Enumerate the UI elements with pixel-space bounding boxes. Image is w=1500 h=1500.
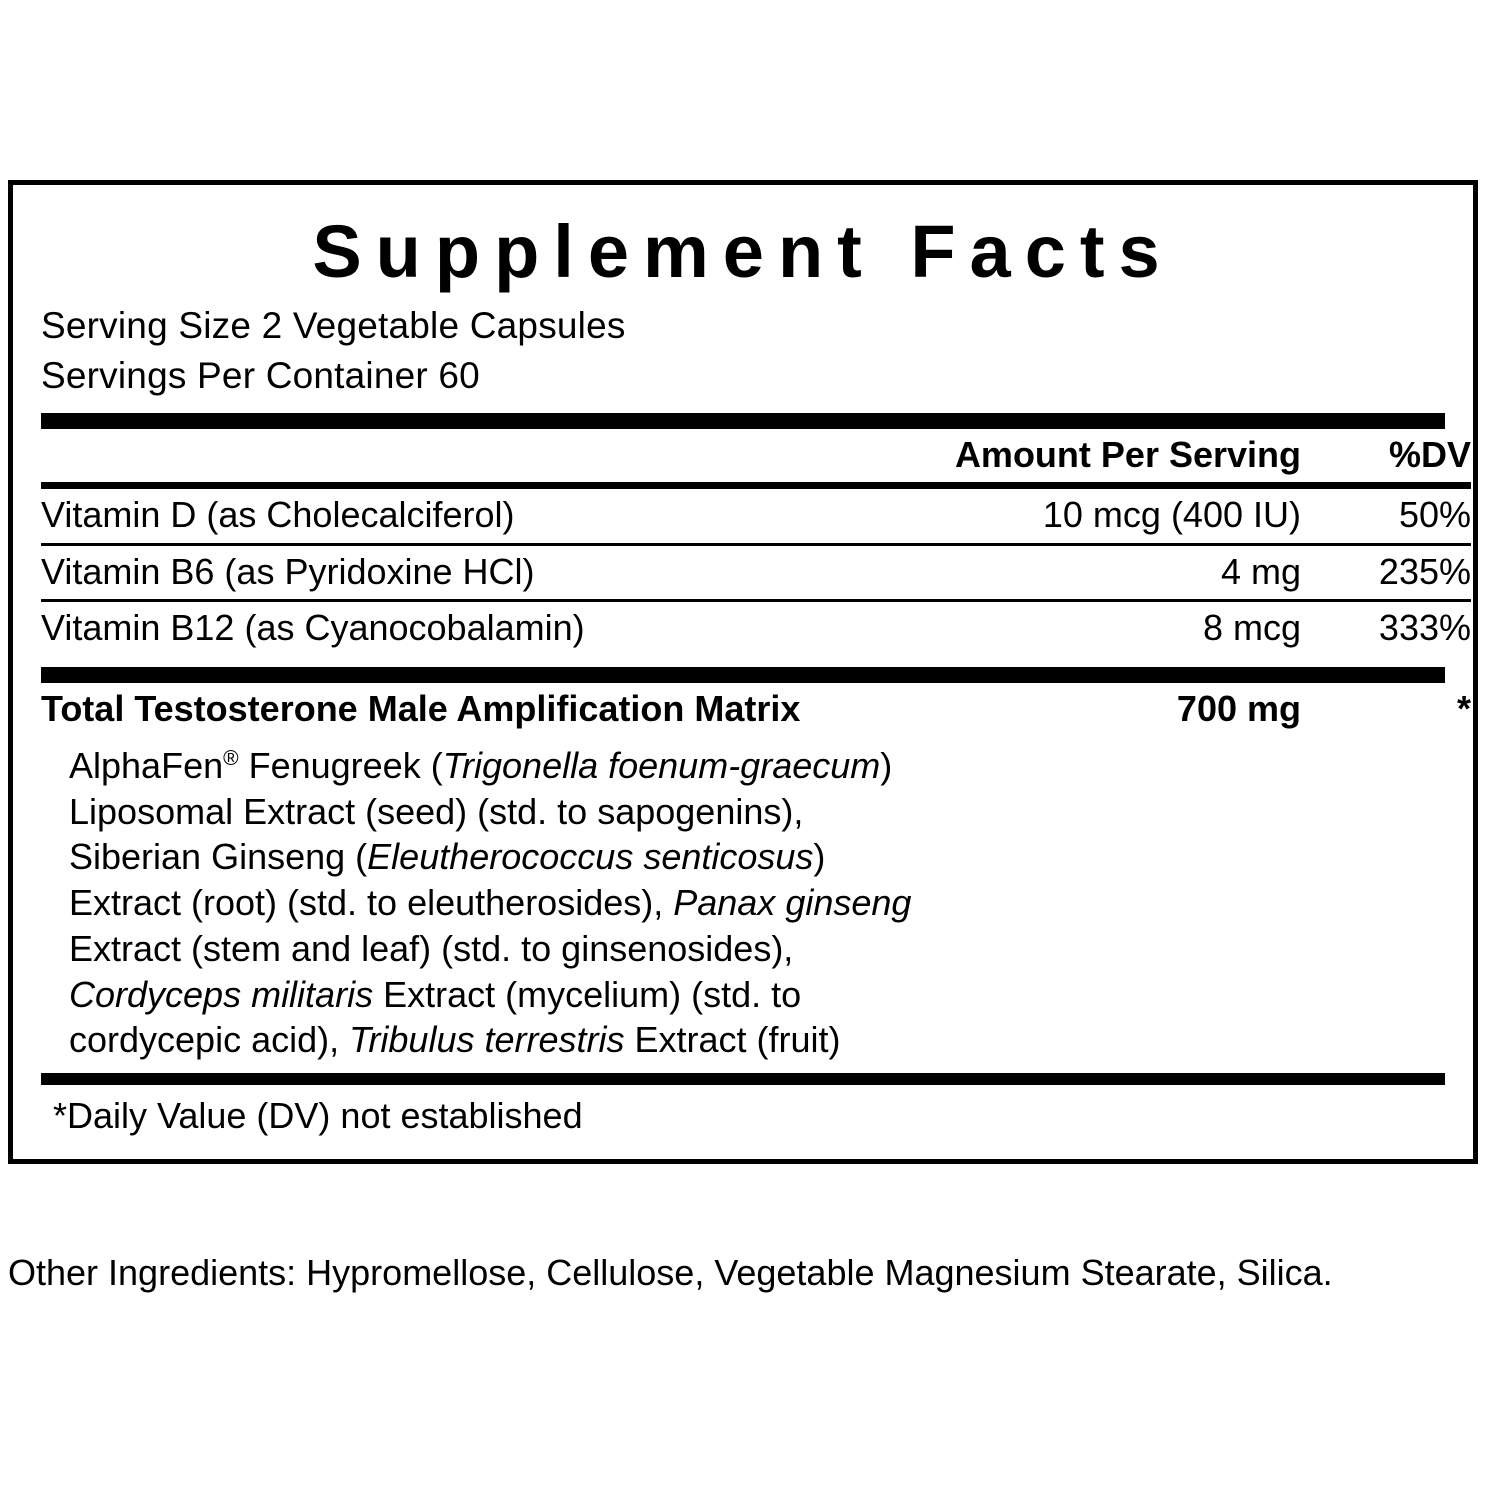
daily-value-footnote: *Daily Value (DV) not established: [53, 1094, 583, 1136]
nutrient-amount: 10 mcg (400 IU): [1042, 494, 1301, 536]
blend-ingredient-line: Liposomal Extract (seed) (std. to sapogenins),: [69, 790, 804, 832]
blend-ingredient-line: Siberian Ginseng (Eleutherococcus senticosus): [69, 836, 826, 878]
table-row: [41, 489, 1471, 542]
divider-medium: [41, 482, 1471, 489]
supplement-facts-panel: [8, 180, 1478, 1164]
nutrient-amount: 4 mg: [1220, 550, 1301, 592]
blend-dv: *: [1456, 688, 1471, 730]
facts-table: [41, 429, 1471, 656]
registered-mark-icon: ®: [223, 746, 239, 770]
header-amount-per-serving: Amount Per Serving: [954, 433, 1301, 475]
divider-thick-top: [41, 413, 1445, 429]
blend-name: Total Testosterone Male Amplification Matrix: [41, 688, 801, 730]
nutrient-dv: 235%: [1378, 550, 1471, 592]
servings-per-container: Servings Per Container 60: [41, 354, 480, 396]
table-row: [41, 602, 1471, 655]
serving-size: Serving Size 2 Vegetable Capsules: [41, 304, 626, 346]
blend-ingredient-line: Extract (stem and leaf) (std. to ginsenosides),: [69, 927, 794, 969]
nutrient-name: Vitamin B6 (as Pyridoxine HCl): [41, 550, 535, 592]
blend-ingredient-line: AlphaFen® Fenugreek (Trigonella foenum-graecum): [69, 744, 893, 786]
nutrient-name: Vitamin B12 (as Cyanocobalamin): [41, 606, 585, 648]
divider-footer: [41, 1073, 1445, 1085]
nutrient-name: Vitamin D (as Cholecalciferol): [41, 494, 515, 536]
divider-thick-blend: [41, 667, 1445, 683]
table-row: [41, 546, 1471, 599]
header-percent-dv: %DV: [1388, 433, 1471, 475]
other-ingredients: Other Ingredients: Hypromellose, Cellulose, Vegetable Magnesium Stearate, Silica.: [8, 1252, 1333, 1293]
blend-ingredient-line: Cordyceps militaris Extract (mycelium) (std. to: [69, 973, 802, 1015]
nutrient-dv: 50%: [1398, 494, 1471, 536]
blend-amount: 700 mg: [1176, 688, 1301, 730]
blend-ingredient-line: Extract (root) (std. to eleutherosides), Panax ginseng: [69, 882, 912, 924]
blend-table: [41, 683, 1471, 736]
table-header-row: [41, 429, 1471, 482]
nutrient-dv: 333%: [1378, 606, 1471, 648]
blend-ingredients: [41, 737, 1445, 1067]
blend-row: [41, 683, 1471, 736]
header-blank: [41, 429, 821, 482]
panel-title: Supplement Facts: [312, 210, 1174, 293]
blend-ingredient-line: cordycepic acid), Tribulus terrestris Extract (fruit): [69, 1019, 841, 1061]
nutrient-amount: 8 mcg: [1202, 606, 1301, 648]
